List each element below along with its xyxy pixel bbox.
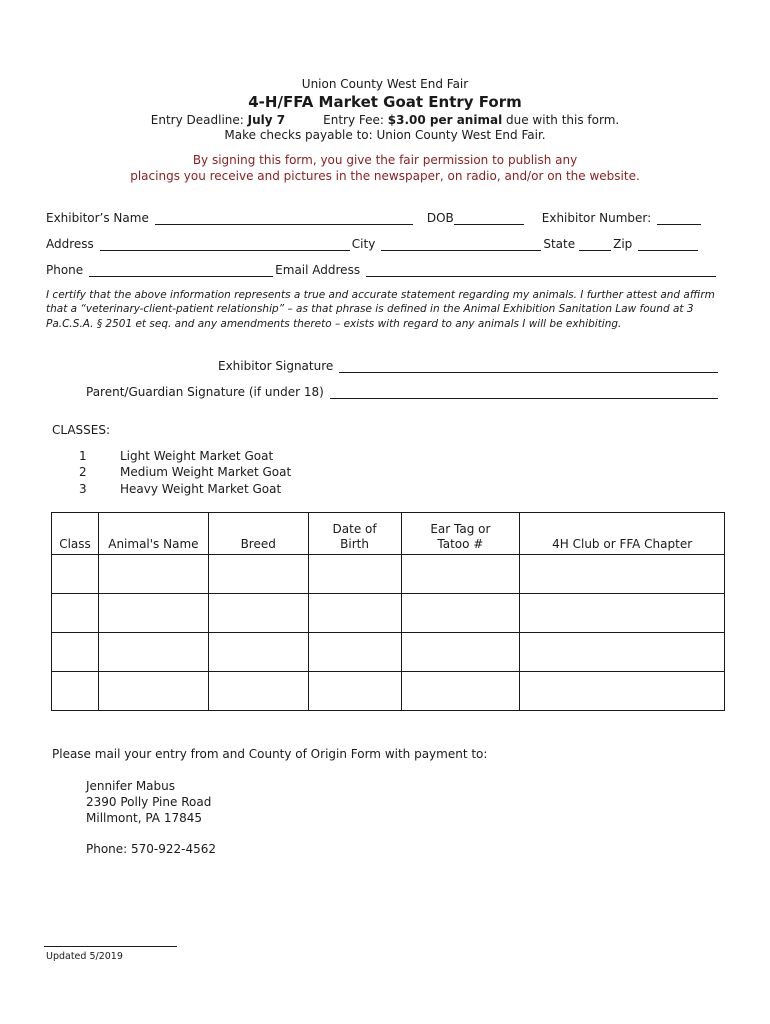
contact-row (46, 261, 720, 277)
phone-label: Phone (46, 263, 84, 277)
certification-statement: I certify that the above information represents a true and accurate statement regarding my animals. I further attest and affirm that a “veterinary-client-patient relationship” – as that phrase is defined in the Animal Exhibition Sanitation Law found at 3 Pa.C.S.A. § 2501 et seq. and any amendments thereto – exists with regard to any animals I will be exhibiting. (46, 289, 715, 330)
mail-city-state-zip: Millmont, PA 17845 (86, 811, 202, 825)
exhibitor-signature-field[interactable] (339, 361, 718, 373)
class-cell[interactable] (52, 672, 99, 711)
class-cell[interactable] (52, 555, 99, 594)
club-chapter-cell[interactable] (520, 594, 725, 633)
date-of-birth-cell[interactable] (308, 555, 401, 594)
dob-field[interactable] (454, 213, 524, 225)
mailing-instruction: Please mail your entry from and County of Origin Form with payment to: (52, 747, 488, 761)
guardian-signature-row (86, 385, 720, 399)
club-chapter-cell[interactable] (520, 555, 725, 594)
column-header-animal-name: Animal's Name (98, 513, 208, 555)
mail-recipient-name: Jennifer Mabus (86, 779, 176, 793)
city-label: City (351, 237, 376, 251)
date-of-birth-cell[interactable] (308, 594, 401, 633)
fair-name: Union County West End Fair (301, 77, 469, 91)
checks-payable-line: Make checks payable to: Union County West End Fair. (224, 128, 546, 142)
state-label: State (543, 237, 576, 251)
zip-label: Zip (613, 237, 633, 251)
exhibitor-signature-row (218, 359, 720, 373)
class-name: Light Weight Market Goat (120, 449, 274, 463)
animal-name-cell[interactable] (98, 594, 208, 633)
exhibitor-info-row (46, 209, 720, 225)
classes-title: CLASSES: (52, 423, 111, 437)
state-field[interactable] (579, 239, 611, 251)
class-cell[interactable] (52, 633, 99, 672)
class-number: 1 (79, 449, 87, 463)
class-cell[interactable] (52, 594, 99, 633)
table-row (52, 555, 725, 594)
ear-tag-cell[interactable] (401, 672, 520, 711)
breed-cell[interactable] (208, 672, 308, 711)
footer-divider (44, 946, 177, 947)
guardian-signature-label: Parent/Guardian Signature (if under 18) (86, 385, 324, 399)
city-field[interactable] (381, 239, 541, 251)
ear-tag-cell[interactable] (401, 555, 520, 594)
column-header-breed: Breed (208, 513, 308, 555)
table-header-row (52, 513, 725, 555)
animal-name-cell[interactable] (98, 672, 208, 711)
fee-label: Entry Fee: (323, 113, 388, 127)
animal-name-cell[interactable] (98, 633, 208, 672)
ear-tag-cell[interactable] (401, 633, 520, 672)
class-name: Medium Weight Market Goat (120, 465, 292, 479)
guardian-signature-field[interactable] (330, 387, 718, 399)
form-title: 4-H/FFA Market Goat Entry Form (248, 93, 522, 111)
address-field[interactable] (100, 239, 350, 251)
class-name: Heavy Weight Market Goat (120, 482, 282, 496)
column-header-club-chapter: 4H Club or FFA Chapter (520, 513, 725, 555)
exhibitor-signature-label: Exhibitor Signature (218, 359, 334, 373)
phone-field[interactable] (89, 265, 273, 277)
table-row (52, 633, 725, 672)
ear-tag-cell[interactable] (401, 594, 520, 633)
deadline-label: Entry Deadline: (150, 113, 248, 127)
exhibitor-name-field[interactable] (155, 213, 413, 225)
address-label: Address (46, 237, 94, 251)
exhibitor-name-label: Exhibitor’s Name (46, 211, 149, 225)
column-header-date-of-birth: Date of Birth (308, 513, 401, 555)
table-row (52, 672, 725, 711)
animal-entry-table (51, 512, 725, 711)
animal-name-cell[interactable] (98, 555, 208, 594)
table-row (52, 594, 725, 633)
club-chapter-cell[interactable] (520, 633, 725, 672)
email-field[interactable] (366, 265, 716, 277)
permission-notice-line-1: By signing this form, you give the fair permission to publish any (192, 153, 578, 167)
breed-cell[interactable] (208, 633, 308, 672)
column-header-class: Class (52, 513, 99, 555)
dob-label: DOB (426, 211, 454, 225)
club-chapter-cell[interactable] (520, 672, 725, 711)
email-label: Email Address (275, 263, 361, 277)
mail-phone: Phone: 570-922-4562 (86, 842, 217, 856)
date-of-birth-cell[interactable] (308, 672, 401, 711)
entry-deadline-fee-line (0, 113, 770, 127)
updated-date: Updated 5/2019 (46, 951, 123, 962)
permission-notice-line-2: placings you receive and pictures in the newspaper, on radio, and/or on the website. (130, 169, 640, 183)
breed-cell[interactable] (208, 594, 308, 633)
fee-value: $3.00 per animal (387, 113, 503, 127)
exhibitor-number-label: Exhibitor Number: (541, 211, 652, 225)
deadline-value: July 7 (247, 113, 286, 127)
address-row (46, 235, 720, 251)
fee-suffix: due with this form. (502, 113, 620, 127)
breed-cell[interactable] (208, 555, 308, 594)
class-number: 2 (79, 465, 87, 479)
column-header-ear-tag: Ear Tag or Tatoo # (401, 513, 520, 555)
exhibitor-number-field[interactable] (657, 213, 701, 225)
class-number: 3 (79, 482, 87, 496)
mail-street: 2390 Polly Pine Road (86, 795, 212, 809)
zip-field[interactable] (638, 239, 698, 251)
date-of-birth-cell[interactable] (308, 633, 401, 672)
